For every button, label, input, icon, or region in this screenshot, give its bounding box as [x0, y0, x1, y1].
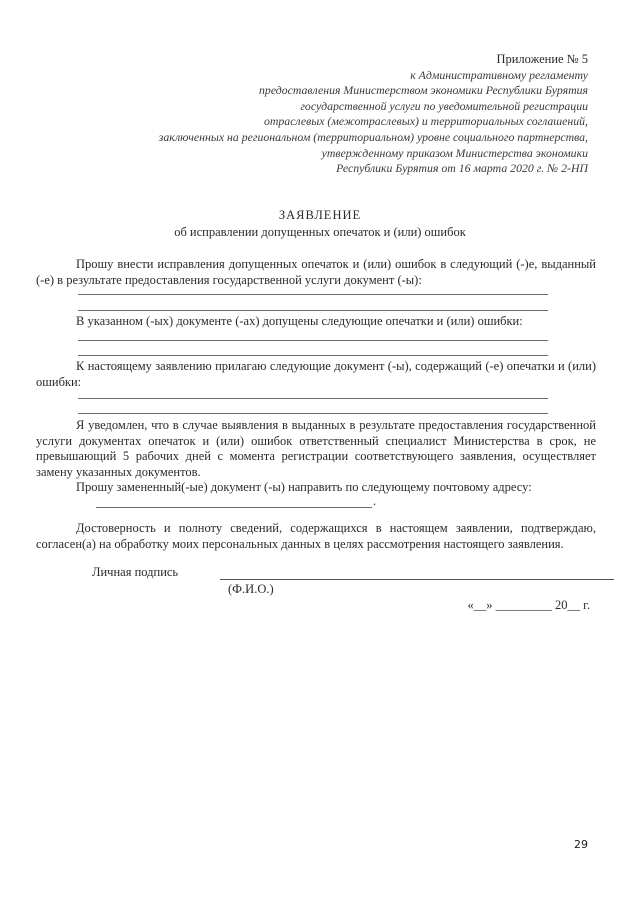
document-subtitle: об исправлении допущенных опечаток и (или) ошибок	[174, 225, 466, 239]
header-line: предоставления Министерством экономики Республики Бурятия	[259, 83, 588, 98]
address-period: .	[373, 494, 377, 508]
signature-line[interactable]	[220, 579, 614, 580]
paragraph-attachments: К настоящему заявлению прилагаю следующие документ (-ы), содержащий (-е) опечатки и (или) ошибки:	[36, 359, 596, 389]
paragraph-address: Прошу замененный(-ые) документ (-ы) направить по следующему почтовому адресу:	[76, 480, 532, 494]
header-line: заключенных на региональном (территориальном) уровне социального партнерства,	[158, 129, 588, 144]
page-number: 29	[574, 838, 588, 851]
appendix-header	[159, 52, 588, 177]
fill-line[interactable]	[78, 294, 548, 295]
signature-label: Личная подпись	[92, 565, 179, 579]
address-line[interactable]	[96, 507, 372, 508]
fio-label: (Ф.И.О.)	[228, 582, 274, 596]
date-field[interactable]: «__» _________ 20__ г.	[467, 598, 590, 612]
fill-line[interactable]	[78, 355, 548, 356]
paragraph-consent: Достоверность и полноту сведений, содержащихся в настоящем заявлении, подтверждаю, согласен(а) на обработку моих персональных данных в целях рассмотрения настоящего заявления.	[36, 521, 596, 551]
appendix-number: Приложение № 5	[496, 52, 588, 66]
paragraph-request: Прошу внести исправления допущенных опечаток и (или) ошибок в следующий (-)е, выданный (-е) в результате предоставления государственной услуги документ (-ы):	[36, 257, 596, 287]
fill-line[interactable]	[78, 340, 548, 341]
header-line: Республики Бурятия от 16 марта 2020 г. № 2-НП	[336, 161, 588, 176]
fill-line[interactable]	[78, 310, 548, 311]
header-line: отраслевых (межотраслевых) и территориальных соглашений,	[263, 114, 588, 129]
header-line: утвержденному приказом Министерства экономики	[321, 145, 588, 160]
fill-line[interactable]	[78, 398, 548, 399]
paragraph-errors: В указанном (-ых) документе (-ах) допущены следующие опечатки и (или) ошибки:	[76, 314, 523, 328]
fill-line[interactable]	[78, 413, 548, 414]
header-line: государственной услуги по уведомительной регистрации	[300, 98, 588, 113]
paragraph-notice: Я уведомлен, что в случае выявления в выданных в результате предоставления государственной услуги документах опечаток и (или) ошибок ответственный специалист Министерства в срок, не превышающий 5 рабочих дней с момента регистрации соответствующего заявления, осуществляет замену указанных документов.	[36, 418, 596, 479]
document-title: ЗАЯВЛЕНИЕ	[278, 208, 362, 222]
header-line: к Административному регламенту	[410, 67, 588, 82]
